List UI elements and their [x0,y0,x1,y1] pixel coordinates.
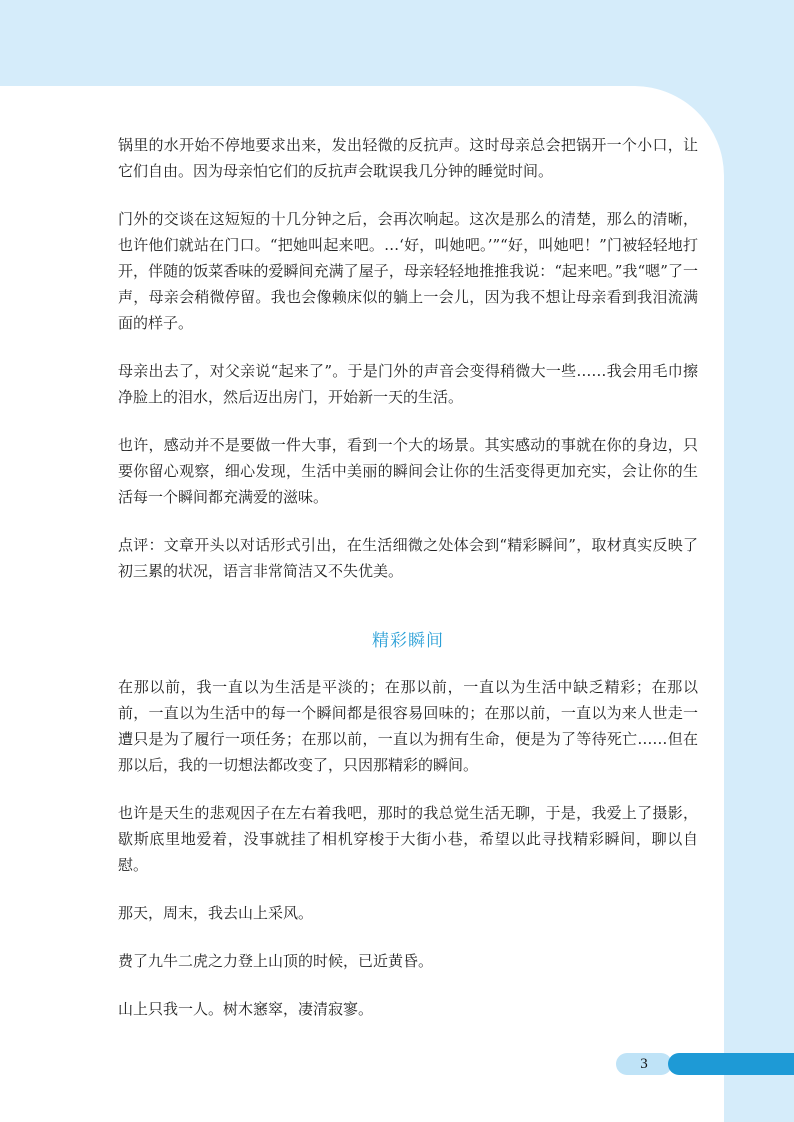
comment-paragraph: 点评：文章开头以对话形式引出，在生活细微之处体会到“精彩瞬间”，取材真实反映了初三累的状况，语言非常简洁又不失优美。 [118,536,698,580]
page-number: 3 [616,1053,672,1075]
paragraph: 山上只我一人。树木窸窣，凄清寂寥。 [118,1000,374,1018]
paragraph: 也许是天生的悲观因子在左右着我吧，那时的我总觉生活无聊，于是，我爱上了摄影，歇斯底里地爱着，没事就挂了相机穿梭于大街小巷，希望以此寻找精彩瞬间，聊以自慰。 [118,804,698,874]
paragraph: 在那以前，我一直以为生活是平淡的；在那以前，一直以为生活中缺乏精彩；在那以前，一直以为生活中的每一个瞬间都是很容易回味的；在那以前，一直以为来人世走一遭只是为了履行一项任务；在那以前，一直以为拥有生命，便是为了等待死亡……但在那以后，我的一切想法都改变了，只因那精彩的瞬间。 [118,678,698,774]
paragraph: 锅里的水开始不停地要求出来，发出轻微的反抗声。这时母亲总会把锅开一个小口，让它们自由。因为母亲怕它们的反抗声会耽误我几分钟的睡觉时间。 [118,136,698,180]
paragraph: 那天，周末，我去山上采风。 [118,904,314,922]
article-body [118,132,698,1044]
paragraph: 门外的交谈在这短短的十几分钟之后，会再次响起。这次是那么的清楚，那么的清晰，也许他们就站在门口。“把她叫起来吧。…‘好，叫她吧。’”“好，叫她吧！”门被轻轻地打开，伴随的饭菜香味的爱瞬间充满了屋子，母亲轻轻地推推我说：“起来吧。”我“嗯”了一声，母亲会稍微停留。我也会像赖床似的躺上一会儿，因为我不想让母亲看到我泪流满面的样子。 [118,210,698,332]
paragraph: 也许，感动并不是要做一件大事，看到一个大的场景。其实感动的事就在你的身边，只要你留心观察，细心发现，生活中美丽的瞬间会让你的生活变得更加充实，会让你的生活每一个瞬间都充满爱的滋味。 [118,436,698,506]
paragraph: 费了九牛二虎之力登上山顶的时候，已近黄昏。 [118,952,434,970]
page-band-decoration [668,1053,794,1075]
paragraph: 母亲出去了，对父亲说“起来了”。于是门外的声音会变得稍微大一些……我会用毛巾擦净脸上的泪水，然后迈出房门，开始新一天的生活。 [118,362,698,406]
section-title: 精彩瞬间 [372,631,444,651]
